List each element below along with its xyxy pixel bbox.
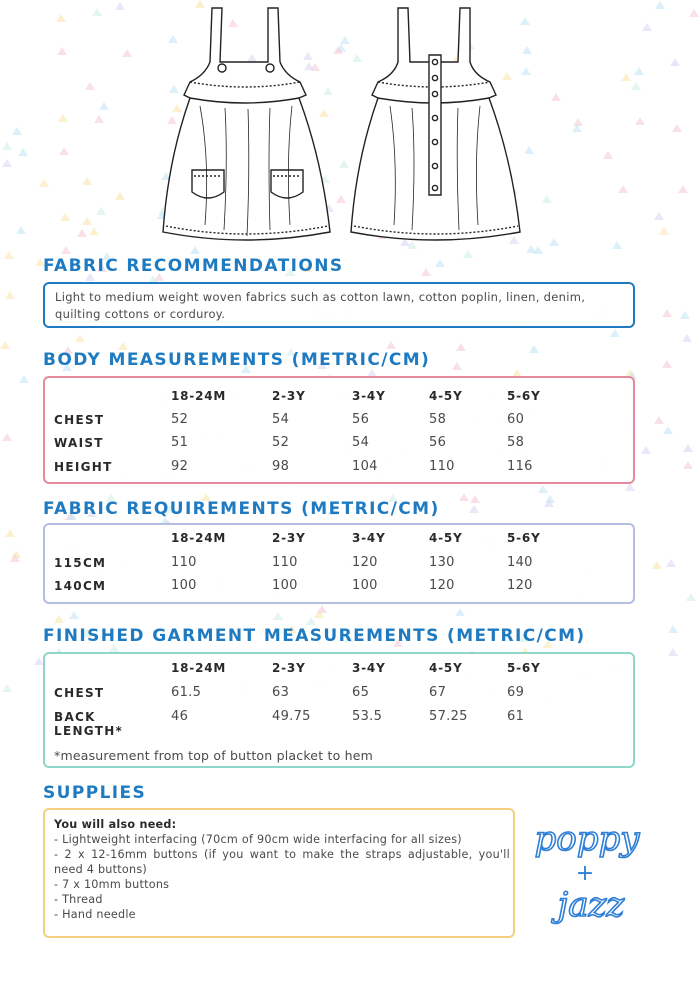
logo-word-poppy: poppy <box>534 819 640 859</box>
row-label-waist: WAIST <box>54 436 104 450</box>
size-header: 5-6Y <box>507 531 541 545</box>
table-cell: 120 <box>352 555 378 570</box>
size-header: 18-24M <box>171 531 227 545</box>
confetti-triangle <box>683 444 693 452</box>
confetti-triangle <box>529 345 539 353</box>
table-cell: 53.5 <box>352 709 383 724</box>
table-cell: 57.25 <box>429 709 468 724</box>
row-label-chest: CHEST <box>54 413 105 427</box>
table-cell: 130 <box>429 555 455 570</box>
supplies-item: - Lightweight interfacing (70cm of 90cm wide interfacing for all sizes) <box>54 833 462 846</box>
supplies-box <box>43 808 515 938</box>
table-cell: 69 <box>507 685 525 700</box>
size-header: 18-24M <box>171 389 227 403</box>
confetti-triangle <box>686 593 696 601</box>
confetti-triangle <box>5 529 15 537</box>
supplies-item: - Hand needle <box>54 908 136 921</box>
table-cell: 56 <box>429 435 447 450</box>
confetti-triangle <box>54 615 64 623</box>
table-cell: 140 <box>507 555 533 570</box>
size-header: 5-6Y <box>507 661 541 675</box>
supplies-heading: SUPPLIES <box>43 783 147 803</box>
size-header: 5-6Y <box>507 389 541 403</box>
table-cell: 67 <box>429 685 447 700</box>
confetti-triangle <box>610 329 620 337</box>
logo-word-jazz: jazz <box>557 885 625 925</box>
finished-measurements-table <box>43 652 635 768</box>
size-header: 18-24M <box>171 661 227 675</box>
confetti-triangle <box>386 341 396 349</box>
confetti-triangle <box>435 259 445 267</box>
confetti-triangle <box>455 608 465 616</box>
table-cell: 56 <box>352 412 370 427</box>
pinafore-illustrations <box>0 0 700 250</box>
confetti-triangle <box>544 499 554 507</box>
table-cell: 92 <box>171 459 189 474</box>
body-measurements-heading: BODY MEASUREMENTS (METRIC/CM) <box>43 350 431 370</box>
table-cell: 100 <box>171 578 197 593</box>
row-label-140cm: 140CM <box>54 579 107 593</box>
size-header: 2-3Y <box>272 531 306 545</box>
size-header: 4-5Y <box>429 531 463 545</box>
size-header: 4-5Y <box>429 389 463 403</box>
row-label-115cm: 115CM <box>54 556 107 570</box>
row-label-chest: CHEST <box>54 686 105 700</box>
table-cell: 46 <box>171 709 189 724</box>
table-cell: 51 <box>171 435 189 450</box>
confetti-triangle <box>662 309 672 317</box>
table-cell: 52 <box>272 435 290 450</box>
confetti-triangle <box>5 291 15 299</box>
size-header: 3-4Y <box>352 531 386 545</box>
confetti-triangle <box>2 684 12 692</box>
table-cell: 49.75 <box>272 709 311 724</box>
row-label-height: HEIGHT <box>54 460 113 474</box>
table-cell: 60 <box>507 412 525 427</box>
size-header: 4-5Y <box>429 661 463 675</box>
confetti-triangle <box>663 426 673 434</box>
confetti-triangle <box>10 554 20 562</box>
table-cell: 116 <box>507 459 533 474</box>
confetti-triangle <box>666 559 676 567</box>
table-cell: 100 <box>352 578 378 593</box>
confetti-triangle <box>75 334 85 342</box>
table-cell: 110 <box>429 459 455 474</box>
confetti-triangle <box>4 251 14 259</box>
table-cell: 100 <box>272 578 298 593</box>
size-header: 3-4Y <box>352 661 386 675</box>
confetti-triangle <box>118 342 128 350</box>
confetti-triangle <box>463 250 473 258</box>
size-header: 2-3Y <box>272 661 306 675</box>
table-cell: 61.5 <box>171 685 202 700</box>
table-cell: 63 <box>272 685 290 700</box>
confetti-triangle <box>469 505 479 513</box>
confetti-triangle <box>0 341 10 349</box>
row-label-back-length: LENGTH* <box>54 724 124 738</box>
confetti-triangle <box>668 648 678 656</box>
pinafore-back-illustration <box>351 8 520 240</box>
table-cell: 58 <box>507 435 525 450</box>
table-cell: 58 <box>429 412 447 427</box>
confetti-triangle <box>2 433 12 441</box>
confetti-triangle <box>459 493 469 501</box>
confetti-triangle <box>680 311 690 319</box>
supplies-item: - 7 x 10mm buttons <box>54 878 170 891</box>
confetti-triangle <box>306 617 316 625</box>
table-cell: 98 <box>272 459 290 474</box>
size-header: 3-4Y <box>352 389 386 403</box>
confetti-triangle <box>682 334 692 342</box>
confetti-triangle <box>69 611 79 619</box>
table-cell: 52 <box>171 412 189 427</box>
finished-measurements-heading: FINISHED GARMENT MEASUREMENTS (METRIC/CM) <box>43 626 586 646</box>
confetti-triangle <box>668 625 678 633</box>
fabric-requirements-heading: FABRIC REQUIREMENTS (METRIC/CM) <box>43 499 440 519</box>
confetti-triangle <box>273 612 283 620</box>
poppy-jazz-logo <box>527 812 662 942</box>
table-cell: 54 <box>352 435 370 450</box>
confetti-triangle <box>317 605 327 613</box>
confetti-triangle <box>538 485 548 493</box>
pinafore-front-illustration <box>163 8 330 240</box>
confetti-triangle <box>652 561 662 569</box>
body-measurements-table <box>43 376 635 484</box>
row-label-back-length: BACK <box>54 710 96 724</box>
logo-plus: + <box>575 861 595 886</box>
table-cell: 65 <box>352 685 370 700</box>
table-cell: 120 <box>507 578 533 593</box>
measurement-footnote: *measurement from top of button placket to hem <box>54 748 373 763</box>
table-cell: 110 <box>272 555 298 570</box>
fabric-requirements-table <box>43 523 635 604</box>
table-cell: 61 <box>507 709 525 724</box>
supplies-item: - 2 x 12-16mm buttons (if you want to make the straps adjustable, you'll need 4 buttons) <box>54 848 510 876</box>
table-cell: 54 <box>272 412 290 427</box>
confetti-triangle <box>470 495 480 503</box>
confetti-triangle <box>683 461 693 469</box>
fabric-recommendations-box <box>43 282 635 328</box>
confetti-triangle <box>421 268 431 276</box>
confetti-triangle <box>654 416 664 424</box>
supplies-intro: You will also need: <box>54 818 177 831</box>
table-cell: 110 <box>171 555 197 570</box>
table-cell: 120 <box>429 578 455 593</box>
fabric-recommendations-text: Light to medium weight woven fabrics such as cotton lawn, cotton poplin, linen, denim, quilting cottons or corduroy. <box>55 290 586 321</box>
table-cell: 104 <box>352 459 378 474</box>
confetti-triangle <box>456 343 466 351</box>
confetti-triangle <box>662 360 672 368</box>
confetti-triangle <box>452 362 462 370</box>
size-header: 2-3Y <box>272 389 306 403</box>
supplies-item: - Thread <box>54 893 103 906</box>
fabric-recommendations-heading: FABRIC RECOMMENDATIONS <box>43 256 344 276</box>
confetti-triangle <box>641 446 651 454</box>
supplies-list <box>54 817 510 922</box>
confetti-triangle <box>19 375 29 383</box>
confetti-triangle <box>625 483 635 491</box>
